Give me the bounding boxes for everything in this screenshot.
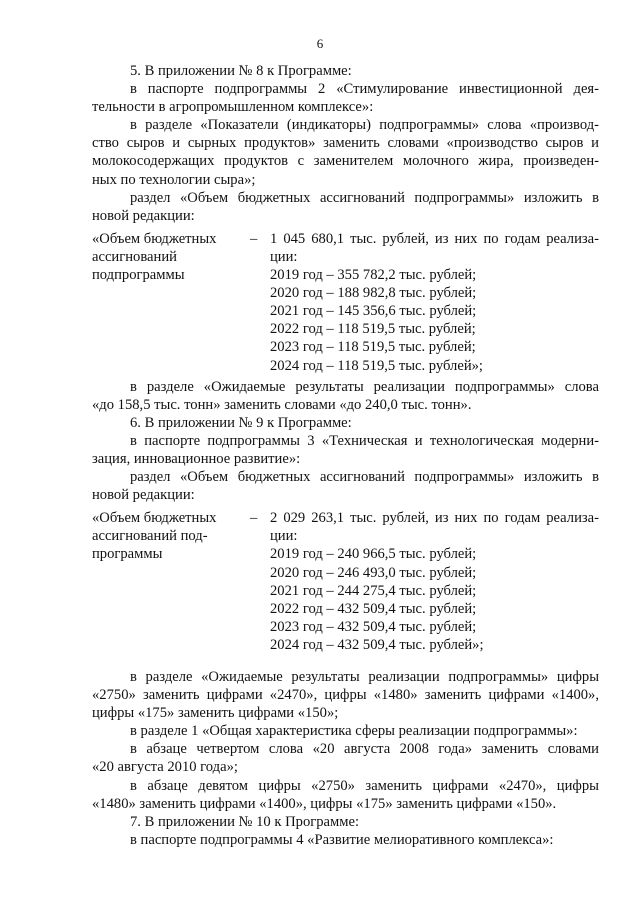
item-7-heading: 7. В приложении № 10 к Программе: <box>130 813 360 830</box>
budget-values: 1 045 680,1 тыс. рублей, из них по годам реализа- ции: 2019 год – 355 782,2 тыс. рублей; 2020 год – 188 982,8 тыс. рублей; 2021 год – 145 356,6 тыс. рублей; 2022 год – 118 519,5 тыс. рублей; 2023 год – 118 519,5 тыс. рублей; 2024 год – 118 519,5 тыс. рублей»; <box>270 230 599 374</box>
paragraph-line: новой редакции: <box>92 487 195 504</box>
budget-label: «Объем бюджетных ассигнований подпрограммы <box>92 230 217 284</box>
paragraph-line: ство сыров и сырных продуктов» заменить словами «производство сыров и <box>92 135 599 152</box>
paragraph-line: в паспорте подпрограммы 3 «Техническая и технологическая модерни- <box>130 432 599 449</box>
budget-dash: – <box>250 230 258 247</box>
budget-label: «Объем бюджетных ассигнований под- программы <box>92 510 217 563</box>
paragraph-line: молокосодержащих продуктов с заменителем молочного жира, произведен- <box>92 153 599 170</box>
paragraph-line: в абзаце четвертом слова «20 августа 2008 года» заменить словами <box>130 741 599 758</box>
paragraph-line: ных по технологии сыра»; <box>92 171 256 188</box>
budget-table-subprogram-3 <box>92 509 599 654</box>
paragraph-line: цифры «175» заменить цифрами «150»; <box>92 705 339 722</box>
paragraph-line: в паспорте подпрограммы 4 «Развитие мелиоративного комплекса»: <box>130 831 554 848</box>
page-number: 6 <box>316 36 324 51</box>
paragraph-line: раздел «Объем бюджетных ассигнований подпрограммы» изложить в <box>130 189 599 206</box>
item-6-heading: 6. В приложении № 9 к Программе: <box>130 414 352 431</box>
document-body <box>92 62 599 849</box>
year-row: 2020 год – 246 493,0 тыс. рублей; <box>270 564 477 581</box>
budget-table-subprogram-2 <box>92 230 599 375</box>
item-5-heading: 5. В приложении № 8 к Программе: <box>130 63 352 79</box>
year-row: 2022 год – 432 509,4 тыс. рублей; <box>270 600 477 617</box>
year-row: 2024 год – 432 509,4 тыс. рублей»; <box>270 636 484 653</box>
year-row: 2023 год – 432 509,4 тыс. рублей; <box>270 618 477 635</box>
year-row: 2019 год – 240 966,5 тыс. рублей; <box>270 546 477 563</box>
budget-dash: – <box>250 510 258 527</box>
year-row: 2020 год – 188 982,8 тыс. рублей; <box>270 285 477 302</box>
paragraph-line: «1480» заменить цифрами «1400», цифры «175» заменить цифрами «150». <box>92 795 557 812</box>
paragraph-line: «до 158,5 тыс. тонн» заменить словами «до 240,0 тыс. тонн». <box>92 396 472 413</box>
year-row: 2019 год – 355 782,2 тыс. рублей; <box>270 267 477 284</box>
paragraph-line: зация, инновационное развитие»: <box>92 450 301 467</box>
paragraph-line: новой редакции: <box>92 207 195 224</box>
paragraph-line: раздел «Объем бюджетных ассигнований подпрограммы» изложить в <box>130 469 599 486</box>
paragraph-line: в паспорте подпрограммы 2 «Стимулирование инвестиционной дея- <box>130 81 599 98</box>
year-row: 2021 год – 244 275,4 тыс. рублей; <box>270 582 477 599</box>
paragraph-line: в абзаце девятом цифры «2750» заменить цифрами «2470», цифры <box>130 777 599 794</box>
paragraph-line: в разделе 1 «Общая характеристика сферы реализации подпрограммы»: <box>130 723 578 740</box>
year-row: 2021 год – 145 356,6 тыс. рублей; <box>270 303 477 320</box>
paragraph-line: в разделе «Ожидаемые результаты реализации подпрограммы» слова <box>130 378 599 395</box>
paragraph-line: «2750» заменить цифрами «2470», цифры «1480» заменить цифрами «1400», <box>92 687 599 704</box>
budget-values: 2 029 263,1 тыс. рублей, из них по годам реализа- ции: 2019 год – 240 966,5 тыс. рублей; 2020 год – 246 493,0 тыс. рублей; 2021 год – 244 275,4 тыс. рублей; 2022 год – 432 509,4 тыс. рублей; 2023 год – 432 509,4 тыс. рублей; 2024 год – 432 509,4 тыс. рублей»; <box>270 510 599 653</box>
paragraph-line: «20 августа 2010 года»; <box>92 759 238 776</box>
paragraph-line: в разделе «Ожидаемые результаты реализации подпрограммы» цифры <box>130 669 599 685</box>
year-row: 2024 год – 118 519,5 тыс. рублей»; <box>270 357 483 374</box>
paragraph-line: тельности в агропромышленном комплексе»: <box>92 99 374 116</box>
year-row: 2023 год – 118 519,5 тыс. рублей; <box>270 339 476 356</box>
year-row: 2022 год – 118 519,5 тыс. рублей; <box>270 321 476 338</box>
paragraph-line: в разделе «Показатели (индикаторы) подпрограммы» слова «производ- <box>130 117 599 134</box>
